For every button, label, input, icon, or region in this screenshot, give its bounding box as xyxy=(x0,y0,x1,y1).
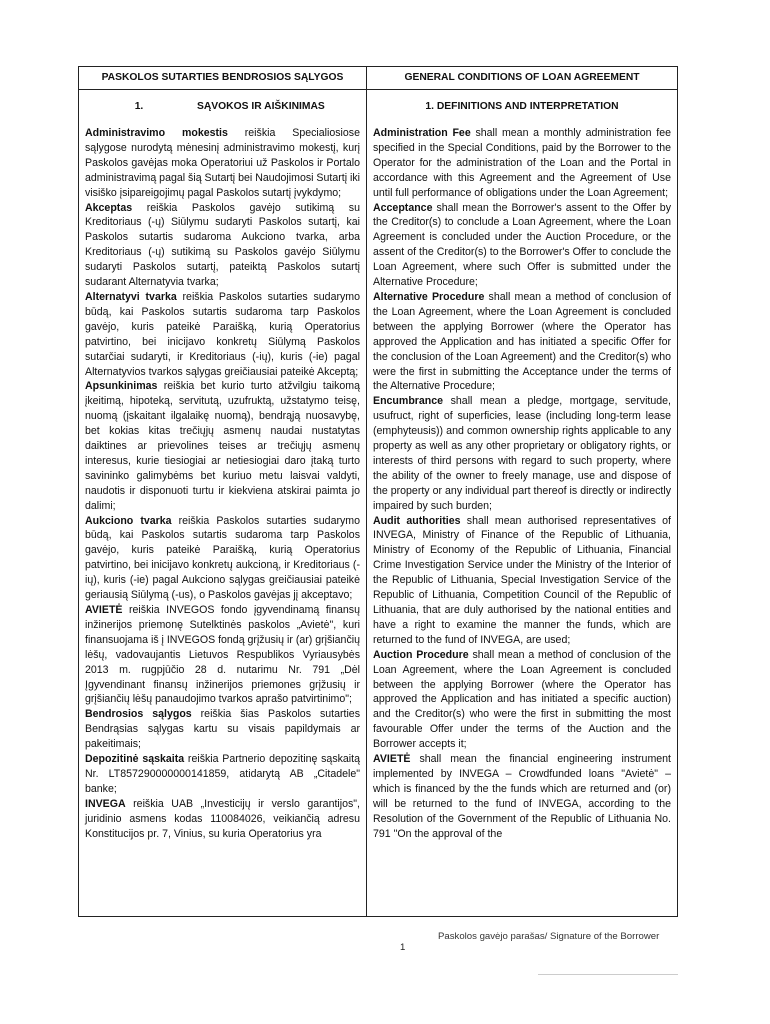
definition-text: shall mean the financial engineering instrument implemented by INVEGA – Crowdfunded loans "Avietė" – which is financed by the the funds which are returned and (or) will be returned to the fund of INVEGA, according to the Resolution of the Government of the Republic of Lithuania No. 791 "On the approval of the xyxy=(373,753,671,840)
english-column-header: GENERAL CONDITIONS OF LOAN AGREEMENT xyxy=(367,67,677,90)
definition-term: INVEGA xyxy=(85,797,126,810)
definition-term: Alternative Procedure xyxy=(373,290,485,303)
definition-entry xyxy=(85,126,360,201)
definition-term: Akceptas xyxy=(85,201,133,214)
definition-term: AVIETĖ xyxy=(85,604,123,616)
section-title-text: SĄVOKOS IR AIŠKINIMAS xyxy=(197,101,325,112)
definition-text: shall mean authorised representatives of INVEGA, Ministry of Finance of the Republic of Lithuania, Ministry of Economy of the Republic of Lithuania, Financial Crime Investigation Service under the Ministry of the Interior of the Republic of Lithuania, Special Investigation Service of the Republic of Lithuania, Competition Council of the Republic of Lithuania, that are duly authorised by the national entities and have a right to examine the manner the funds, which are returned to the fund of INVEGA, are used; xyxy=(373,514,671,646)
definition-text: shall mean a monthly administration fee specified in the Special Conditions, paid by the Borrower to the Operator for the administration of the Loan and the Portal in accordance with this Agreement and the Agreement of Use until full performance of obligations under the Loan Agreement; xyxy=(373,127,672,199)
definition-text: reiškia Specialiosiose sąlygose nurodytą mėnesinį administravimo mokestį, kurį Paskolos gavėjas moka Operatoriui už Paskolos ir Portalo administravimą pagal šią Sutartį bei Naudojimosi Sutartį iki visiško įsipareigojimų pagal Paskolos sutartį įvykdymo; xyxy=(85,127,360,199)
definition-text: reiškia Paskolos gavėjo sutikimą su Kreditoriaus (-ų) Siūlymu sudaryti Paskolos sutartį, kai Paskolos sutartis sudaroma Aukciono tvarka, arba Kreditoriaus (-ų) sutikimą su Paskolos gavėjo Siūlymu sudaryti Paskolos sutartį, pateiktą Paskolos sutartį sudarant Alternatyvia tvarka; xyxy=(85,201,360,289)
definition-entry xyxy=(85,514,360,603)
lithuanian-column-header: PASKOLOS SUTARTIES BENDROSIOS SĄLYGOS xyxy=(79,67,366,90)
definition-term: Encumbrance xyxy=(373,395,444,408)
definition-term: Audit authorities xyxy=(373,514,461,527)
lithuanian-definitions xyxy=(85,126,360,842)
definition-entry xyxy=(373,752,671,841)
definition-entry xyxy=(85,379,360,513)
signature-label: Paskolos gavėjo parašas/ Signature of the Borrower xyxy=(438,931,660,942)
definition-text: reiškia Paskolos sutarties sudarymo būdą, kai Paskolos sutartis sudaroma tarp Paskolos gavėjo, kuris pateikė Paraišką, kurią Operatorius patvirtino, bei inicijavo konkretų Siūlymą Paskolos sutarčiai sudaryti, ir Kreditoriaus (-ių), kuris (-ie) pagal Alternatyvios tvarkos sąlygas greičiausiai pateikė Akceptą; xyxy=(85,290,360,378)
definition-text: reiškia UAB „Investicijų ir verslo garantijos", juridinio asmens kodas 110084026, veikiančią adresu Konstitucijos pr. 7, Vinius, su kuria Operatorius yra xyxy=(85,797,360,840)
lithuanian-column xyxy=(79,67,367,916)
page-number: 1 xyxy=(400,942,406,953)
english-definitions xyxy=(373,126,671,842)
signature-line xyxy=(538,974,678,975)
definition-term: Apsunkinimas xyxy=(85,380,158,393)
definition-entry xyxy=(85,752,360,797)
english-column xyxy=(367,67,677,916)
definition-text: reiškia Paskolos sutarties sudarymo būdą, kai Paskolos sutartis sudaroma tarp Paskolos gavėjo, kuris pateikė Paraišką, kurią Operatorius patvirtino, bei inicijavo konkretų aukcioną, ir Kreditoriaus (-ių), kuris (-ie) pagal Aukciono sąlygas greičiausiai pateikė geriausią Siūlymą (-us), o Paskolos gavėjas jį akceptavo; xyxy=(85,514,360,602)
definition-text: reiškia bet kurio turto atžvilgiu taikomą įkeitimą, hipoteką, servitutą, uzufruktą, užstatymo teisę, nuomą (įskaitant ilgalaikę nuomą), bendrąją nuosavybę, bet kokias kitas trečiųjų asmenų naudai nustatytas daiktines ar prievolines teises ar trečiųjų asmenų interesus, kurie tiesiogiai ar netiesiogiai daro įtaką turto savininko galimybėms bet kuriuo metu laisvai valdyti, naudotis ir disponuoti turtu ir kiekviena atskirai paimta jo dalimi; xyxy=(85,380,360,512)
section-number: 1. xyxy=(134,101,144,112)
definition-term: Acceptance xyxy=(373,201,433,214)
definition-entry xyxy=(373,201,671,290)
definition-entry xyxy=(85,201,360,290)
lithuanian-section-title xyxy=(85,96,360,118)
definition-text: reiškia INVEGOS fondo įgyvendinamą finansų inžinerijos priemonę Sutelktinės paskolos „Avietė", kuri finansuojama iš į INVEGOS fondą grįžusių ir (ar) grįšiančių lėšų, vadovaujantis Lietuvos Respublikos Vyriausybės 2013 m. rugpjūčio 28 d. nutarimu Nr. 791 „Dėl Įgyvendinant finansų inžinerijos priemones grįžusių ir grįšiančių lėšų panaudojimo tvarkos aprašo patvirtinimo"; xyxy=(85,604,360,706)
definition-text: shall mean a method of conclusion of the Loan Agreement, where the Loan Agreement is concluded between the applying Borrower (where the Operator has approved the Application and has initiated a specific auction) and the Creditor(s) who were the first in submitting the most favourable Offer under the terms of the Auction and the Borrower accepts it; xyxy=(373,648,672,751)
definition-entry xyxy=(373,648,671,752)
definition-term: Administration Fee xyxy=(373,127,471,139)
definition-term: Administravimo mokestis xyxy=(85,127,228,139)
definition-entry xyxy=(85,290,360,379)
definition-text: reiškia šias Paskolos sutarties Bendrąsias sąlygas kartu su visais papildymais ar pakeitimais; xyxy=(85,708,360,751)
english-section-title: 1. DEFINITIONS AND INTERPRETATION xyxy=(425,101,619,112)
definition-term: Alternatyvi tvarka xyxy=(85,290,177,303)
definition-term: Auction Procedure xyxy=(373,648,469,661)
definition-term: Aukciono tvarka xyxy=(85,514,172,527)
definition-entry xyxy=(85,707,360,752)
bilingual-document-table xyxy=(78,66,678,917)
definition-entry xyxy=(373,514,671,648)
definition-term: Depozitinė sąskaita xyxy=(85,753,185,766)
definition-text: shall mean a pledge, mortgage, servitude, usufruct, right of superficies, lease (including long-term lease (emphyteusis)) and common ownership rights applicable to any property as well as any other proprietary or obligatory rights, or interests of third persons with regard to such property, where the ability of the owner to freely manage, use and dispose of the property or any individual part thereof is directly or indirectly impaired by such burden; xyxy=(373,395,671,512)
definition-text: shall mean a method of conclusion of the Loan Agreement, where the Loan Agreement is concluded between the applying Borrower (where the Operator has approved the Application and has initiated a specific Offer for the conclusion of the Loan Agreement) and the Creditor(s) who were the first in submitting the Acceptance under the terms of the Alternative Procedure; xyxy=(373,290,671,393)
definition-entry xyxy=(85,603,360,707)
definition-entry xyxy=(373,126,671,201)
definition-entry xyxy=(373,290,671,394)
definition-text: shall mean the Borrower's assent to the Offer by the Creditor(s) to conclude a Loan Agreement, where the Loan Agreement is concluded under the Auction Procedure, or the assent of the Creditor(s) to the Borrower's Offer to conclude the Loan Agreement, where such Offer is submitted under the Alternative Procedure; xyxy=(373,201,671,289)
definition-entry xyxy=(85,797,360,842)
definition-entry xyxy=(373,394,671,513)
definition-term: AVIETĖ xyxy=(373,753,411,766)
definition-term: Bendrosios sąlygos xyxy=(85,708,192,721)
definition-text: reiškia Partnerio depozitinę sąskaitą Nr. LT857290000000141859, atidarytą AB „Citadele" banke; xyxy=(85,753,360,795)
